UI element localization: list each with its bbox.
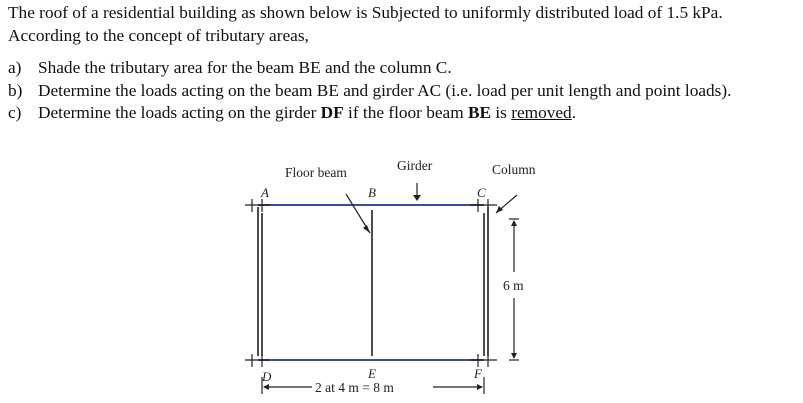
- question-text: Determine the loads acting on the girder DF if the floor beam BE is removed.: [38, 103, 577, 123]
- girder-label: Girder: [397, 158, 433, 173]
- width-dim-arrow-left: [263, 384, 269, 390]
- floor-beam-arrowhead: [363, 225, 370, 233]
- point-f-label: F: [474, 366, 482, 381]
- point-c-label: C: [477, 185, 486, 200]
- question-label: c): [8, 103, 22, 123]
- point-d-label: D: [262, 369, 272, 384]
- removed-emphasis: removed: [511, 103, 572, 123]
- height-dim-arrow-top: [511, 220, 517, 226]
- column-arrowhead: [496, 206, 503, 213]
- height-dim-arrow-bottom: [511, 353, 517, 359]
- vertical-members: [258, 207, 488, 356]
- floor-beam-label: Floor beam: [285, 165, 347, 180]
- width-dimension-label: 2 at 4 m = 8 m: [315, 380, 394, 395]
- question-text: Determine the loads acting on the beam BE and girder AC (i.e. load per unit length and point loads).: [38, 80, 732, 100]
- width-dim-arrow-right: [477, 384, 483, 390]
- column-symbol-c: [470, 199, 497, 212]
- point-e-label: E: [368, 366, 376, 381]
- problem-intro: The roof of a residential building as shown below is Subjected to uniformly distributed load of 1.5 kPa. According to the concept of tributary areas,: [8, 3, 723, 45]
- height-dimension-label: 6 m: [503, 278, 524, 293]
- point-a-label: A: [261, 185, 269, 200]
- column-label: Column: [492, 162, 536, 177]
- question-label: a): [8, 58, 22, 78]
- point-b-label: B: [368, 185, 376, 200]
- girder-df-emphasis: DF: [320, 103, 344, 123]
- beam-be-emphasis: BE: [468, 103, 492, 123]
- girder-arrowhead: [413, 195, 421, 201]
- question-label: b): [8, 80, 23, 100]
- question-text: Shade the tributary area for the beam BE and the column C.: [38, 58, 452, 78]
